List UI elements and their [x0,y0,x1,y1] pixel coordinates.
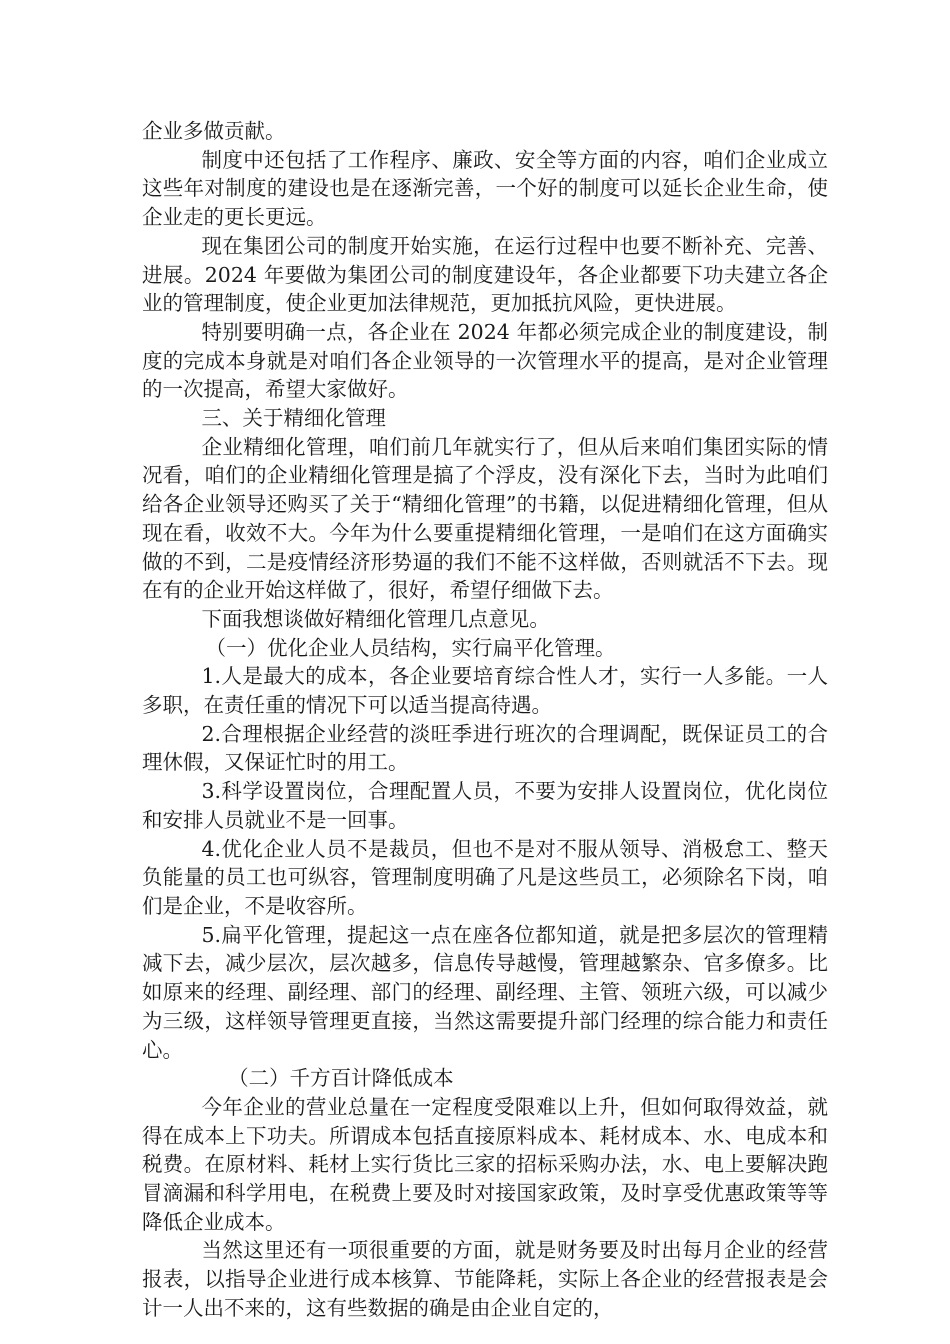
subsection-heading: （二）千方百计降低成本 [228,1066,454,1091]
subsection-heading: （一）优化企业人员结构，实行扁平化管理。 [205,635,616,660]
list-item: 5.扁平化管理，提起这一点在座各位都知道，就是把多层次的管理精减下去，减少层次，层次越多，信息传导越慢，管理越繁杂、官多僚多。比如原来的经理、副经理、部门的经理、副经理、主管、领班六级，可以减少为三级，这样领导管理更直接，当然这需要提升部门经理的综合能力和责任心。 [142,922,828,1062]
list-item: 4.优化企业人员不是裁员，但也不是对不服从领导、消极怠工、整天负能量的员工也可纵容，管理制度明确了凡是这些员工，必须除名下岗，咱们是企业，不是收容所。 [142,836,828,918]
paragraph: 企业多做贡献。 [142,119,286,143]
paragraph: 现在集团公司的制度开始实施，在运行过程中也要不断补充、完善、进展。2024 年要做为集团公司的制度建设年，各企业都要下功夫建立各企业的管理制度，使企业更加法律规范，更加抵抗风险，更快进展。 [142,233,828,316]
document-body [142,117,828,1323]
paragraph: 下面我想谈做好精细化管理几点意见。 [201,606,550,631]
paragraph: 特别要明确一点，各企业在 2024 年都必须完成企业的制度建设，制度的完成本身就是对咱们各企业领导的一次管理水平的提高，是对企业管理的一次提高，希望大家做好。 [142,319,828,402]
paragraph: 当然这里还有一项很重要的方面，就是财务要及时出每月企业的经营报表，以指导企业进行成本核算、节能降耗，实际上各企业的经营报表是会计一人出不来的，这有些数据的确是由企业自定的， [142,1238,828,1320]
paragraph: 企业精细化管理，咱们前几年就实行了，但从后来咱们集团实际的情况看，咱们的企业精细化管理是搞了个浮皮，没有深化下去，当时为此咱们给各企业领导还购买了关于“精细化管理”的书籍，以促进精细化管理，但从现在看，收效不大。今年为什么要重提精细化管理，一是咱们在这方面确实做的不到，二是疫情经济形势逼的我们不能不这样做，否则就活不下去。现在有的企业开始这样做了，很好，希望仔细做下去。 [142,434,828,603]
list-item: 2.合理根据企业经营的淡旺季进行班次的合理调配，既保证员工的合理休假，又保证忙时的用工。 [142,721,828,775]
list-item: 1.人是最大的成本，各企业要培育综合性人才，实行一人多能。一人多职，在责任重的情况下可以适当提高待遇。 [142,664,828,718]
section-heading: 三、关于精细化管理 [201,406,386,431]
list-item: 3.科学设置岗位，合理配置人员，不要为安排人设置岗位，优化岗位和安排人员就业不是一回事。 [142,779,828,832]
paragraph: 今年企业的营业总量在一定程度受限难以上升，但如何取得效益，就得在成本上下功夫。所谓成本包括直接原料成本、耗材成本、水、电成本和税费。在原材料、耗材上实行货比三家的招标采购办法，水、电上要解决跑冒滴漏和科学用电，在税费上要及时对接国家政策，及时享受优惠政策等等降低企业成本。 [142,1094,828,1234]
paragraph: 制度中还包括了工作程序、廉政、安全等方面的内容，咱们企业成立这些年对制度的建设也是在逐渐完善，一个好的制度可以延长企业生命，使企业走的更长更远。 [142,147,828,230]
